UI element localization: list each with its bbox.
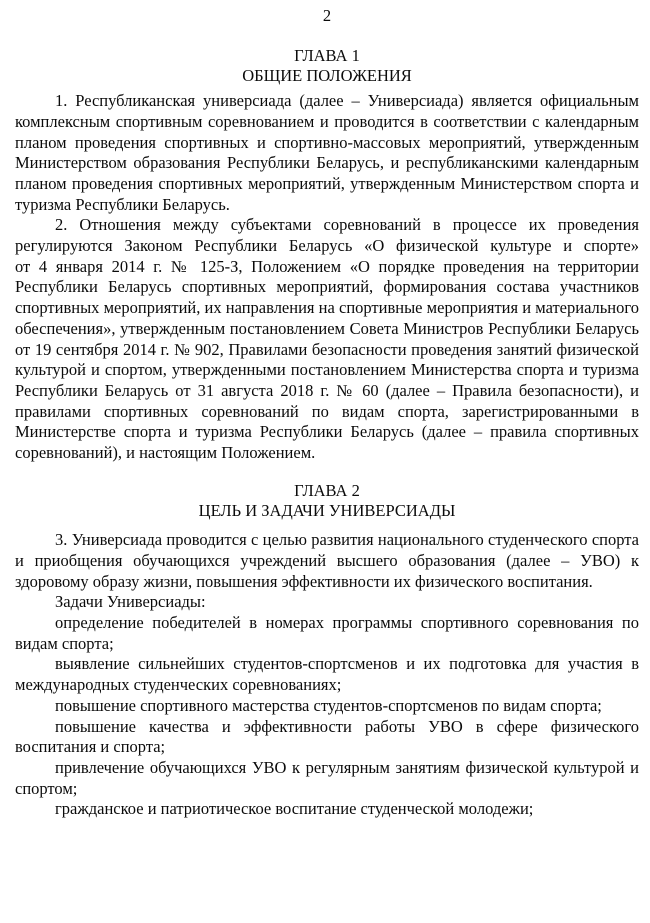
task-item: привлечение обучающихся УВО к регулярным занятиям физической культурой и спортом;	[15, 757, 639, 798]
chapter-1-heading	[15, 46, 639, 87]
chapter-1-title: ГЛАВА 1	[294, 45, 360, 65]
paragraph-1: 1. Республиканская универсиада (далее – Универсиада) является официальным комплексным спортивным соревнованием и проводится в соответствии с календарным планом проведения спортивных и спортивно-массовых мероприятий, утвержденным Министерством образования Республики Беларусь, и республиканскими календарным планом проведения спортивных мероприятий, утвержденным Министерством спорта и туризма Республики Беларусь.	[15, 91, 639, 214]
chapter-2-title: ГЛАВА 2	[294, 480, 360, 500]
task-item: выявление сильнейших студентов-спортсменов и их подготовка для участия в международных студенческих соревнованиях;	[15, 654, 639, 695]
chapter-1-subtitle: ОБЩИЕ ПОЛОЖЕНИЯ	[242, 66, 412, 86]
tasks-intro: Задачи Универсиады:	[55, 592, 206, 612]
paragraph-3: 3. Универсиада проводится с целью развития национального студенческого спорта и приобщения обучающихся учреждений высшего образования (далее – УВО) к здоровому образу жизни, повышения эффективности их физического воспитания.	[15, 530, 639, 591]
chapter-1	[15, 46, 639, 464]
page-number: 2	[322, 6, 332, 25]
task-item: определение победителей в номерах программы спортивного соревнования по видам спорта;	[15, 612, 639, 653]
task-item: повышение спортивного мастерства студентов-спортсменов по видам спорта;	[55, 695, 602, 715]
paragraph-2: 2. Отношения между субъектами соревнований в процессе их проведения регулируются Законом Республики Беларусь «О физической культуре и спорте» от 4 января 2014 г. № 125-З, Положением «О порядке проведения на территории Республики Беларусь спортивных мероприятий, формирования состава участников спортивных мероприятий, их направления на спортивные мероприятия и материального обеспечения», утвержденным постановлением Совета Министров Республики Беларусь от 19 сентября 2014 г. № 902, Правилами безопасности проведения занятий физической культурой и спортом, утвержденными постановлением Министерства спорта и туризма Республики Беларусь от 31 августа 2018 г. № 60 (далее – Правила безопасности), и правилами спортивных соревнований по видам спорта, зарегистрированными в Министерстве спорта и туризма Республики Беларусь (далее – правила спортивных соревнований), и настоящим Положением.	[15, 215, 639, 463]
chapter-2	[15, 481, 639, 820]
chapter-2-subtitle: ЦЕЛЬ И ЗАДАЧИ УНИВЕРСИАДЫ	[198, 501, 456, 521]
task-item: гражданское и патриотическое воспитание студенческой молодежи;	[55, 799, 534, 819]
chapter-2-heading	[15, 481, 639, 522]
task-item: повышение качества и эффективности работы УВО в сфере физического воспитания и спорта;	[15, 716, 639, 757]
